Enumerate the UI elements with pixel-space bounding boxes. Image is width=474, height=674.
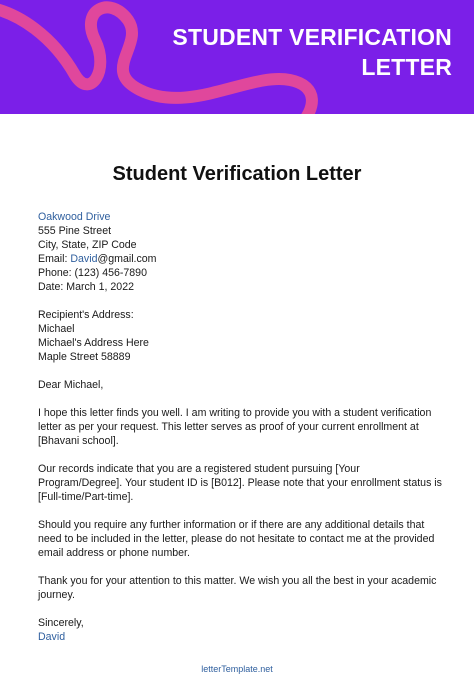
signature: David xyxy=(38,631,66,643)
sender-email xyxy=(38,252,443,266)
recipient-address: Michael's Address Here xyxy=(38,337,149,349)
header-banner xyxy=(0,0,474,114)
sender-phone: Phone: (123) 456-7890 xyxy=(38,267,147,279)
banner-title-line-2: LETTER xyxy=(361,54,452,80)
paragraph-3: Should you require any further information or if there are any additional details that need to be included in the letter, please do not hesitate to contact me at the provided email address or phone number. xyxy=(38,519,435,559)
letter-body xyxy=(38,210,443,644)
email-domain: @gmail.com xyxy=(97,253,157,265)
banner-title xyxy=(172,22,452,82)
paragraph-2: Our records indicate that you are a registered student pursuing [Your Program/Degree]. Your student ID is [B012]. Please note that your enrollment status is [Full-time/Part-time]. xyxy=(38,463,442,503)
email-label: Email: xyxy=(38,253,71,265)
email-user[interactable]: David xyxy=(70,253,98,265)
paragraph-1: I hope this letter finds you well. I am writing to provide you with a student verification letter as per your request. This letter serves as proof of your current enrollment at [Bhavani school]. xyxy=(38,407,432,447)
sender-city-line: City, State, ZIP Code xyxy=(38,239,137,251)
sender-street-name: Oakwood Drive xyxy=(38,211,111,223)
sender-address: 555 Pine Street xyxy=(38,225,112,237)
page-title: Student Verification Letter xyxy=(112,163,362,185)
recipient-street: Maple Street 58889 xyxy=(38,351,131,363)
closing: Sincerely, xyxy=(38,617,84,629)
paragraph-4: Thank you for your attention to this matter. We wish you all the best in your academic journey. xyxy=(38,575,437,601)
footer-link[interactable]: letterTemplate.net xyxy=(201,664,273,674)
salutation: Dear Michael, xyxy=(38,379,104,391)
letter-date: Date: March 1, 2022 xyxy=(38,281,134,293)
recipient-name: Michael xyxy=(38,323,75,335)
recipient-label: Recipient's Address: xyxy=(38,309,134,321)
banner-title-line-1: STUDENT VERIFICATION xyxy=(172,24,452,50)
